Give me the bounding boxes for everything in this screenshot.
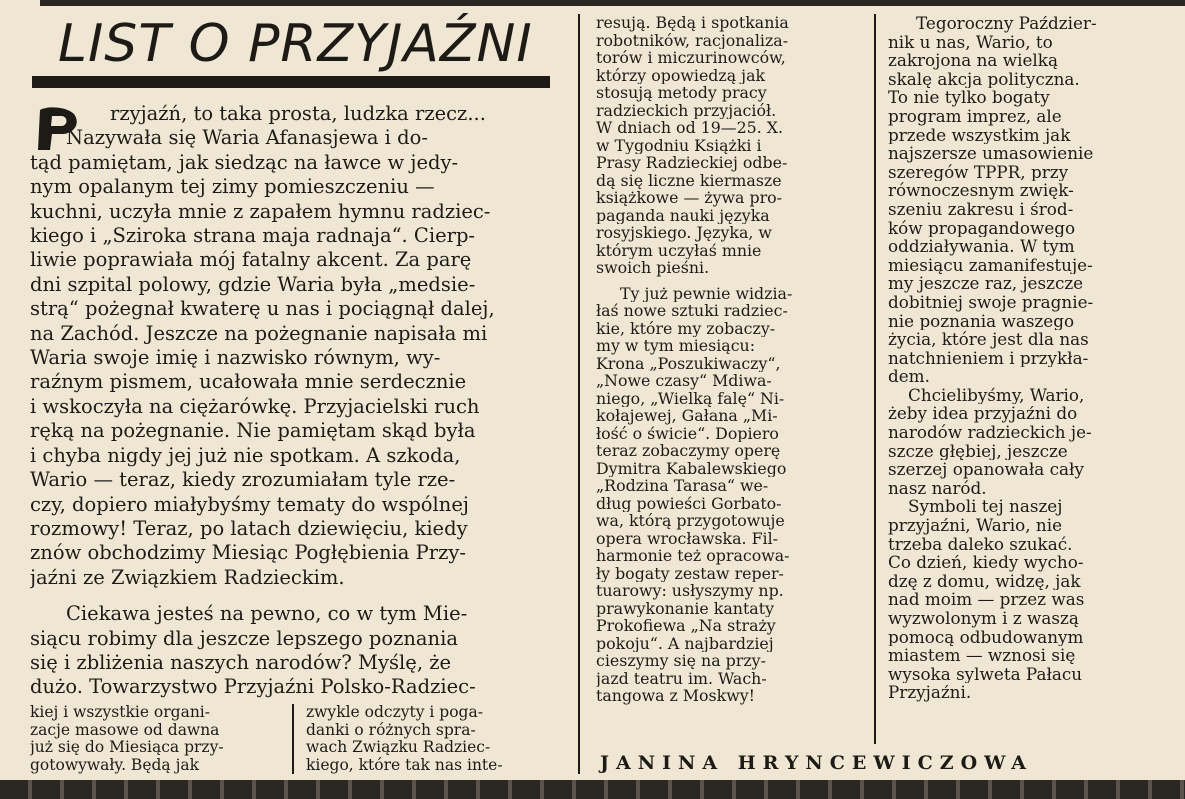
text-line: program imprez, ale xyxy=(888,106,1062,126)
text-line: dem. xyxy=(888,367,930,386)
text-line: szerzej opanowała cały xyxy=(888,460,1084,479)
text-line: tąd pamiętam, jak siedząc na ławce w jedy- xyxy=(30,150,459,174)
text-line: w Tygodniu Książki i xyxy=(596,136,762,154)
text-line: ręką na pożegnanie. Nie pamiętam skąd była xyxy=(30,419,476,443)
text-line: kuchni, uczyła mnie z zapałem hymnu radziec- xyxy=(30,199,491,223)
text-line: tuarowy: usłyszymy np. xyxy=(596,582,784,600)
text-line: „Nowe czasy“ Mdiwa- xyxy=(596,372,772,390)
text-line: siącu robimy dla jeszcze lepszego poznania xyxy=(30,626,458,650)
author-byline: JANINA HRYNCEWICZOWA xyxy=(600,752,1034,774)
text-line: strą“ pożegnał kwaterę u nas i pociągnął dalej, xyxy=(30,297,495,321)
text-line: i chyba nigdy jej już nie spotkam. A szkoda, xyxy=(30,443,461,467)
text-line: nik u nas, Wario, to xyxy=(888,32,1053,52)
text-line: którym uczyłaś mnie xyxy=(596,241,762,259)
text-line: paganda nauki języka xyxy=(596,206,770,224)
text-line: opera wrocławska. Fil- xyxy=(596,529,778,547)
text-line: resują. Będą i spotkania xyxy=(596,14,789,32)
text-line: rzyjaźń, to taka prosta, ludzka rzecz... xyxy=(110,102,486,125)
text-line: miesiącu zamanifestuje- xyxy=(888,255,1093,275)
text-line: jaźni ze Związkiem Radzieckim. xyxy=(30,565,345,589)
text-line: życia, które jest dla nas xyxy=(888,330,1089,349)
text-line: wa, którą przygotowuje xyxy=(596,512,785,530)
text-line: „Rodzina Tarasa“ we- xyxy=(596,477,769,495)
text-line: pokoju“. A najbardziej xyxy=(596,634,774,652)
text-line: Przyjaźni. xyxy=(888,683,972,702)
text-line: wyzwolonym i z waszą xyxy=(888,609,1079,628)
text-line: dobitniej swoje pragnie- xyxy=(888,292,1094,312)
text-line: Symboli tej naszej xyxy=(908,497,1063,517)
text-line: kołajewej, Gałana „Mi- xyxy=(596,407,778,425)
text-line: dług powieści Gorbato- xyxy=(596,494,782,512)
text-line: robotników, racjonaliza- xyxy=(596,31,789,49)
text-line: tangowa z Moskwy! xyxy=(596,687,756,705)
text-line: radzieckich przyjaciół. xyxy=(596,101,777,119)
text-line: nad moim — przez was xyxy=(888,590,1085,609)
text-line: przede wszystkim jak xyxy=(888,125,1071,145)
top-border xyxy=(40,0,1185,6)
text-line: zacje masowe od dawna xyxy=(30,721,220,739)
text-line: my jeszcze raz, jeszcze xyxy=(888,274,1084,293)
text-line: łość o świcie“. Dopiero xyxy=(596,424,779,442)
text-line: stosują metody pracy xyxy=(596,84,767,102)
text-line: łaś nowe sztuki radziec- xyxy=(596,302,788,320)
text-line: Ty już pewnie widzia- xyxy=(620,284,793,302)
text-line: trzeba daleko szukać. xyxy=(888,534,1073,554)
column-divider xyxy=(874,14,876,744)
text-line: dą się liczne kiermasze xyxy=(596,171,782,189)
text-line: nasz naród. xyxy=(888,478,987,498)
text-line: Prokofiewa „Na straży xyxy=(596,617,776,635)
text-line: i wskoczyła na ciężarówkę. Przyjacielski ruch xyxy=(30,394,480,418)
text-line: oddziaływania. W tym xyxy=(888,237,1075,256)
text-line: Prasy Radzieckiej odbe- xyxy=(596,154,788,172)
text-line: wysoka sylweta Pałacu xyxy=(888,664,1083,684)
text-line: zwykle odczyty i poga- xyxy=(306,704,483,721)
text-line: zakrojona na wielką xyxy=(888,51,1058,70)
column-1-main xyxy=(30,102,552,700)
text-line: danki o różnych spra- xyxy=(306,721,476,739)
text-line: W dniach od 19—25. X. xyxy=(596,119,784,137)
text-line: Co dzień, kiedy wycho- xyxy=(888,553,1084,572)
text-line: niego, „Wielką falę“ Ni- xyxy=(596,389,785,407)
title-rule xyxy=(32,76,550,88)
text-line: Dymitra Kabalewskiego xyxy=(596,459,787,477)
text-line: szeniu zakresu i środ- xyxy=(888,199,1074,219)
text-line: żeby idea przyjaźni do xyxy=(888,404,1078,424)
text-line: Tegoroczny Paździer- xyxy=(916,14,1097,33)
text-line: szcze głębiej, jeszcze xyxy=(888,441,1068,461)
text-line: ków propagandowego xyxy=(888,218,1076,238)
article-title: LIST O PRZYJAŹNI xyxy=(58,14,533,74)
text-line: czy, dopiero miałybyśmy tematy do wspólnej xyxy=(30,492,469,516)
column-1-sub-right xyxy=(306,704,568,774)
text-line: swoich pieśni. xyxy=(596,259,710,277)
column-3 xyxy=(888,14,1160,702)
text-line: równoczesnym zwięk- xyxy=(888,181,1074,200)
text-line: Chcielibyśmy, Wario, xyxy=(908,385,1085,405)
text-line: kiej i wszystkie organi- xyxy=(30,704,210,721)
text-line: kiego i „Sziroka strana maja radnaja“. Cierp- xyxy=(30,224,476,248)
text-line: nym opalanym tej zimy pomieszczeniu — xyxy=(30,175,435,199)
text-line: Ciekawa jesteś na pewno, co w tym Mie- xyxy=(66,602,468,626)
text-line: szeregów TPPR, przy xyxy=(888,162,1069,182)
text-line: kie, które my zobaczy- xyxy=(596,319,776,337)
text-line: natchnieniem i przykła- xyxy=(888,348,1089,368)
text-line: Wario — teraz, kiedy zrozumiałam tyle rze- xyxy=(30,468,456,492)
text-line: my w tym miesiącu: xyxy=(596,337,756,355)
text-line: Nazywała się Waria Afanasjewa i do- xyxy=(66,126,428,150)
column-2 xyxy=(596,14,856,705)
text-line: teraz zobaczymy operę xyxy=(596,442,781,460)
text-line: ły bogaty zestaw reper- xyxy=(596,564,784,582)
text-line: skalę akcja polityczna. xyxy=(888,69,1080,89)
text-line: którzy opowiedzą jak xyxy=(596,66,766,84)
column-divider xyxy=(578,14,580,774)
bottom-border xyxy=(0,780,1185,799)
text-line: To nie tylko bogaty xyxy=(888,88,1050,107)
text-line: liwie poprawiała mój fatalny akcent. Za parę xyxy=(30,248,472,272)
column-1-sub-left xyxy=(30,704,282,774)
text-line: miastem — wznosi się xyxy=(888,646,1076,665)
text-line: Krona „Poszukiwaczy“, xyxy=(596,354,781,372)
text-line: wach Związku Radziec- xyxy=(306,739,491,756)
text-line: jazd teatru im. Wach- xyxy=(596,669,767,687)
column-divider xyxy=(292,704,294,774)
text-line: Waria swoje imię i nazwisko równym, wy- xyxy=(30,346,441,370)
text-line: prawykonanie kantaty xyxy=(596,599,775,617)
text-line: cieszymy się na przy- xyxy=(596,652,766,670)
text-line: gotowywały. Będą jak xyxy=(30,756,200,774)
text-line: się i zbliżenia naszych narodów? Myślę, że xyxy=(30,650,452,674)
text-line: przyjaźni, Wario, nie xyxy=(888,516,1063,535)
text-line: torów i miczurinowców, xyxy=(596,49,786,67)
text-line: najszersze umasowienie xyxy=(888,144,1094,163)
text-line: rozmowy! Teraz, po latach dziewięciu, kiedy xyxy=(30,516,468,540)
text-line: narodów radzieckich je- xyxy=(888,423,1092,442)
text-line: dużo. Towarzystwo Przyjaźni Polsko-Radziec- xyxy=(30,675,476,699)
text-line: raźnym pismem, ucałowała mnie serdecznie xyxy=(30,370,467,394)
text-line: znów obchodzimy Miesiąc Pogłębienia Przy- xyxy=(30,541,466,565)
text-line: już się do Miesiąca przy- xyxy=(30,739,224,756)
text-line: pomocą odbudowanym xyxy=(888,627,1084,647)
text-line: nie poznania waszego xyxy=(888,311,1075,331)
text-line: rosyjskiego. Języka, w xyxy=(596,224,772,242)
text-line: kiego, które tak nas inte- xyxy=(306,756,503,774)
text-line: harmonie też opracowa- xyxy=(596,547,790,565)
text-line: na Zachód. Jeszcze na pożegnanie napisała mi xyxy=(30,321,488,345)
text-line: dni szpital polowy, gdzie Waria była „medsie- xyxy=(30,272,476,296)
text-line: dzę z domu, widzę, jak xyxy=(888,571,1081,591)
text-line: książkowe — żywa pro- xyxy=(596,189,782,207)
